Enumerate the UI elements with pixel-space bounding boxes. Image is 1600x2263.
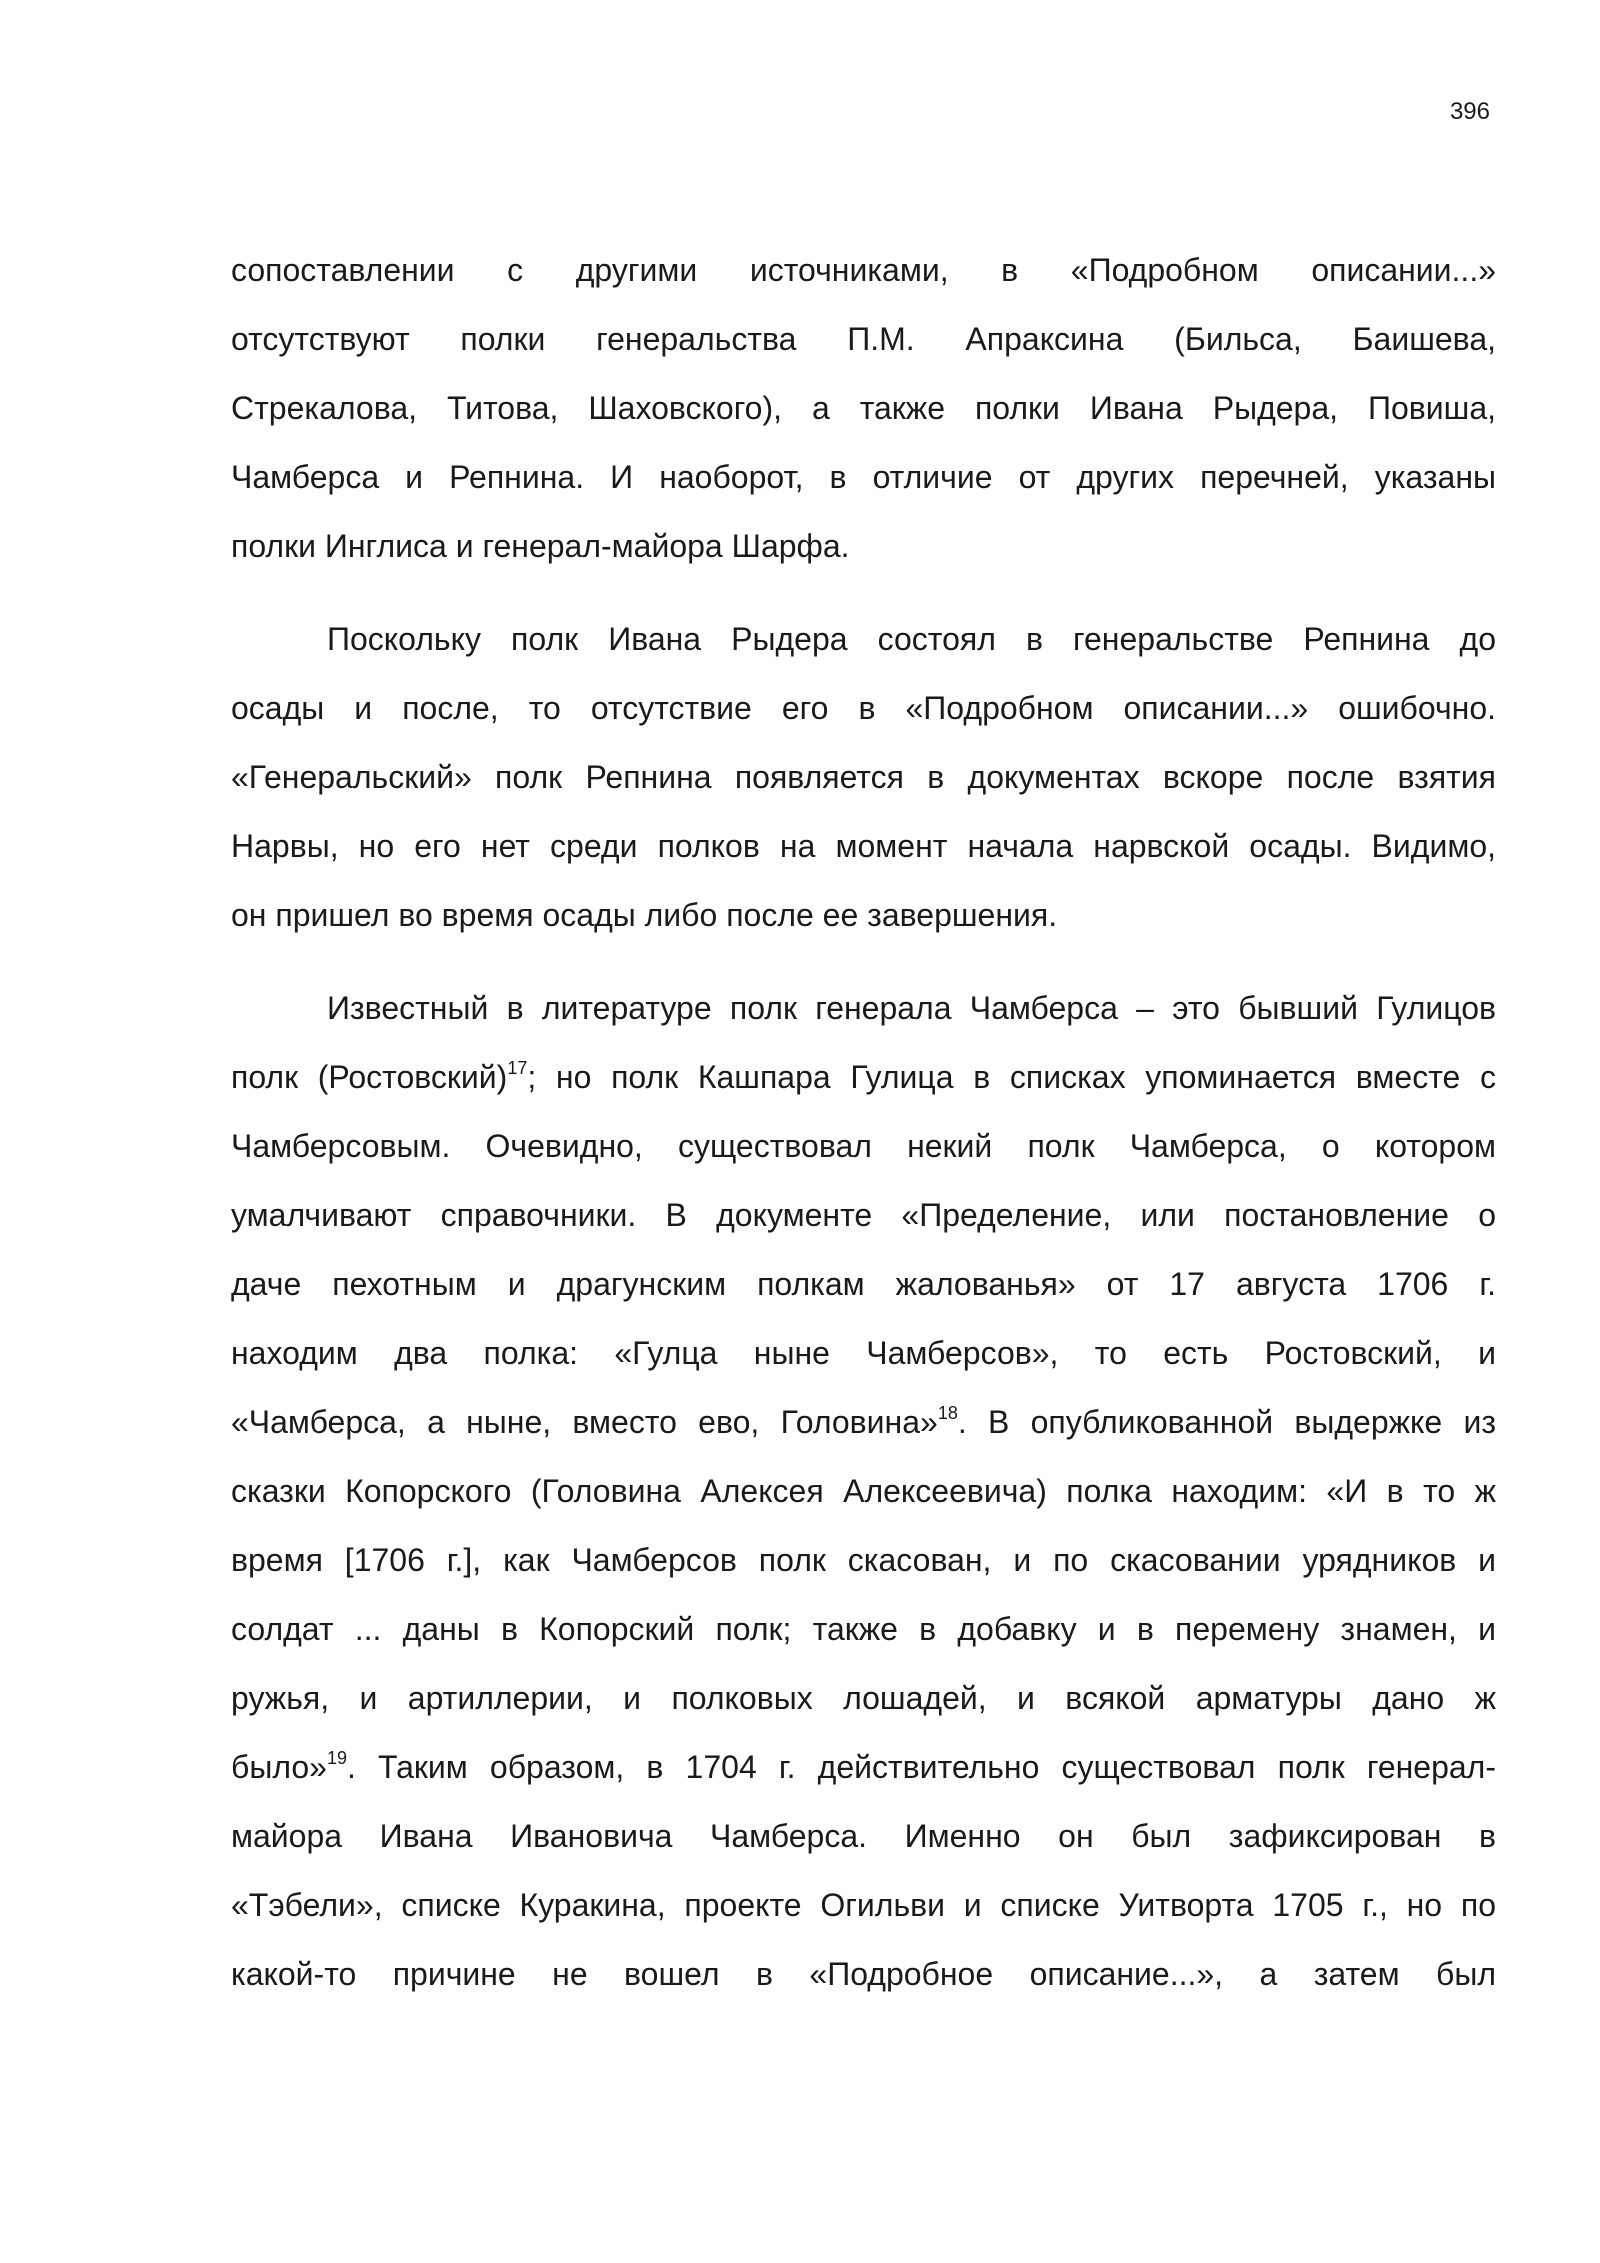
text-line: «Тэбели», списке Куракина, проекте Огильви и списке Уитворта 1705 г., но по	[231, 1887, 1496, 1923]
text-line: Чамберса и Репнина. И наоборот, в отличие от других перечней, указаны	[231, 459, 1496, 495]
footnote-ref: 19	[326, 1748, 347, 1768]
text-line: сопоставлении с другими источниками, в «Подробном описании...»	[231, 252, 1496, 288]
text-line: умалчивают справочники. В документе «Пределение, или постановление о	[231, 1197, 1496, 1233]
text-line: майора Ивана Ивановича Чамберса. Именно он был зафиксирован в	[231, 1818, 1496, 1854]
text-segment: ; но полк Кашпара Гулица в списках упоминается вместе с	[527, 1059, 1497, 1095]
footnote-ref: 18	[937, 1403, 958, 1423]
text-line: отсутствуют полки генеральства П.М. Апраксина (Бильса, Баишева,	[231, 321, 1496, 357]
text-line	[231, 1388, 1496, 1457]
text-line: даче пехотным и драгунским полкам жалованья» от 17 августа 1706 г.	[231, 1266, 1496, 1302]
text-line	[231, 1043, 1496, 1112]
text-line: он пришел во время осады либо после ее завершения.	[231, 897, 1058, 933]
text-line: сказки Копорского (Головина Алексея Алексеевича) полка находим: «И в то ж	[231, 1473, 1496, 1509]
text-segment: «Чамберса, а ныне, вместо ево, Головина»	[231, 1404, 938, 1440]
text-line: какой-то причине не вошел в «Подробное описание...», а затем был	[231, 1956, 1496, 1992]
paragraph	[231, 236, 1496, 581]
footnote-ref: 17	[507, 1058, 528, 1078]
text-line: осады и после, то отсутствие его в «Подробном описании...» ошибочно.	[231, 690, 1496, 726]
text-segment: полк (Ростовский)	[231, 1059, 508, 1095]
text-line: солдат ... даны в Копорский полк; также в добавку и в перемену знамен, и	[231, 1611, 1496, 1647]
text-line: Известный в литературе полк генерала Чамберса – это бывший Гулицов	[327, 990, 1496, 1026]
page-number: 396	[1449, 98, 1490, 125]
text-line: ружья, и артиллерии, и полковых лошадей, и всякой арматуры дано ж	[231, 1680, 1496, 1716]
text-line: Стрекалова, Титова, Шаховского), а также полки Ивана Рыдера, Повиша,	[231, 390, 1496, 426]
text-line: Поскольку полк Ивана Рыдера состоял в генеральстве Репнина до	[327, 621, 1496, 657]
text-line: находим два полка: «Гулца ныне Чамберсов», то есть Ростовский, и	[231, 1335, 1496, 1371]
body-text	[231, 236, 1496, 2009]
text-line: «Генеральский» полк Репнина появляется в документах вскоре после взятия	[231, 759, 1496, 795]
text-segment: . Таким образом, в 1704 г. действительно существовал полк генерал-	[346, 1749, 1496, 1785]
text-line: Чамберсовым. Очевидно, существовал некий полк Чамберса, о котором	[231, 1128, 1496, 1164]
text-segment: было»	[231, 1749, 327, 1785]
paragraph	[231, 974, 1496, 2009]
text-line: полки Инглиса и генерал-майора Шарфа.	[231, 528, 850, 564]
paragraph	[231, 605, 1496, 950]
text-line: Нарвы, но его нет среди полков на момент начала нарвской осады. Видимо,	[231, 828, 1496, 864]
text-line: время [1706 г.], как Чамберсов полк скасован, и по скасовании урядников и	[231, 1542, 1496, 1578]
text-segment: . В опубликованной выдержке из	[957, 1404, 1497, 1440]
text-line	[231, 1733, 1496, 1802]
